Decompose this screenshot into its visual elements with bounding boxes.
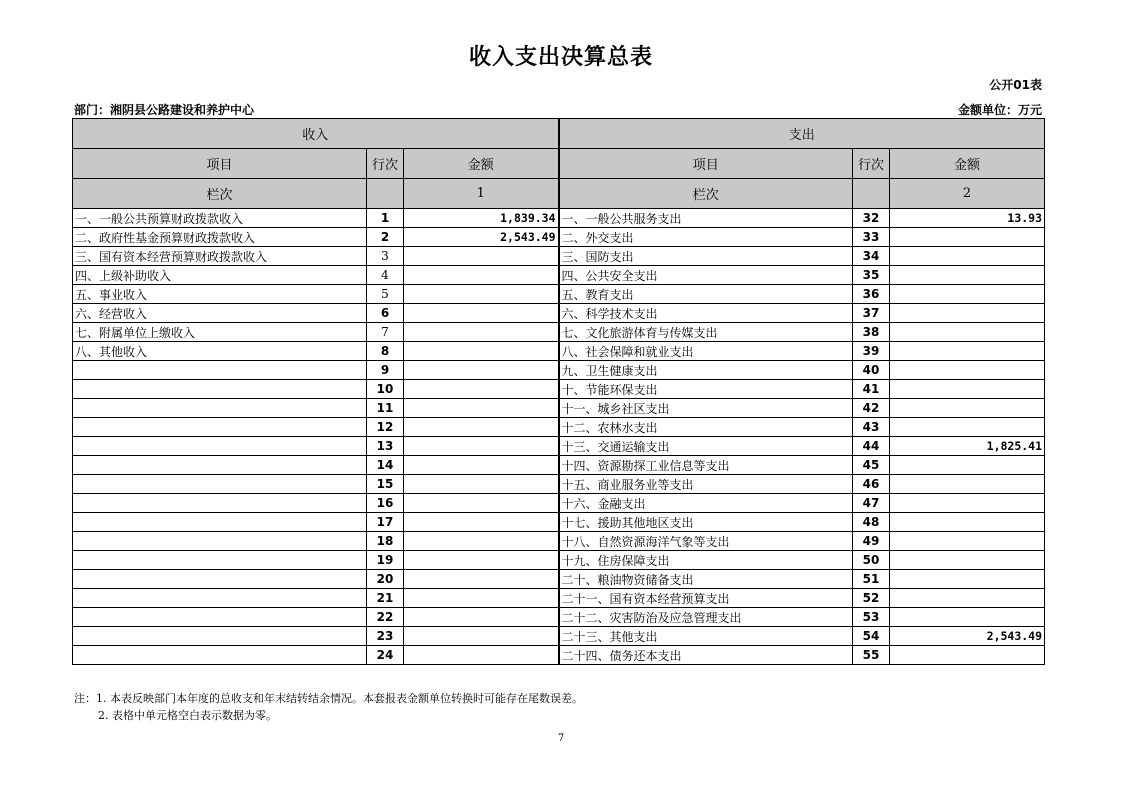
expense-line-no: 36 xyxy=(853,285,890,304)
expense-amount xyxy=(890,570,1045,589)
income-line-no: 3 xyxy=(367,247,404,266)
expense-amount xyxy=(890,266,1045,285)
income-amount xyxy=(404,342,559,361)
table-row xyxy=(73,285,1045,304)
expense-amount xyxy=(890,513,1045,532)
expense-item-header: 项目 xyxy=(559,149,853,179)
income-line-no: 8 xyxy=(367,342,404,361)
note-1: 注：1. 本表反映部门本年度的总收支和年末结转结余情况。本套报表金额单位转换时可能存在尾数误差。 xyxy=(74,692,583,705)
expense-line-no: 32 xyxy=(853,209,890,228)
expense-line-no: 43 xyxy=(853,418,890,437)
income-item: 七、附属单位上缴收入 xyxy=(73,323,367,342)
expense-amount xyxy=(890,285,1045,304)
table-row xyxy=(73,646,1045,665)
income-amount xyxy=(404,627,559,646)
expense-line-no: 52 xyxy=(853,589,890,608)
income-line-no: 2 xyxy=(367,228,404,247)
income-item xyxy=(73,627,367,646)
income-amount: 2,543.49 xyxy=(404,228,559,247)
expense-item: 六、科学技术支出 xyxy=(559,304,853,323)
income-line-no: 13 xyxy=(367,437,404,456)
table-row xyxy=(73,418,1045,437)
expense-amount xyxy=(890,532,1045,551)
report-title: 收入支出决算总表 xyxy=(468,45,653,70)
expense-item: 二十、粮油物资储备支出 xyxy=(559,570,853,589)
expense-amount xyxy=(890,247,1045,266)
expense-column-order-blank xyxy=(853,179,890,209)
header-row-columns xyxy=(73,149,1045,179)
expense-line-no: 38 xyxy=(853,323,890,342)
expense-amount-header: 金额 xyxy=(890,149,1045,179)
expense-item: 十九、住房保障支出 xyxy=(559,551,853,570)
income-line-no: 12 xyxy=(367,418,404,437)
income-column-number: 1 xyxy=(404,179,559,209)
income-line-no: 11 xyxy=(367,399,404,418)
income-item: 六、经营收入 xyxy=(73,304,367,323)
expense-line-no: 33 xyxy=(853,228,890,247)
expense-item: 十七、援助其他地区支出 xyxy=(559,513,853,532)
income-item xyxy=(73,608,367,627)
notes xyxy=(74,690,583,724)
income-item xyxy=(73,361,367,380)
expense-item: 八、社会保障和就业支出 xyxy=(559,342,853,361)
income-item xyxy=(73,456,367,475)
expense-amount xyxy=(890,646,1045,665)
income-line-no: 5 xyxy=(367,285,404,304)
expense-line-no: 42 xyxy=(853,399,890,418)
income-amount xyxy=(404,418,559,437)
income-amount xyxy=(404,399,559,418)
table-row xyxy=(73,437,1045,456)
expense-amount xyxy=(890,361,1045,380)
expense-line-no: 47 xyxy=(853,494,890,513)
table-row xyxy=(73,247,1045,266)
expense-item: 十六、金融支出 xyxy=(559,494,853,513)
table-row xyxy=(73,589,1045,608)
income-item xyxy=(73,399,367,418)
expense-item: 十一、城乡社区支出 xyxy=(559,399,853,418)
income-item: 二、政府性基金预算财政拨款收入 xyxy=(73,228,367,247)
income-item xyxy=(73,475,367,494)
income-section-header: 收入 xyxy=(73,119,559,149)
table-row xyxy=(73,513,1045,532)
expense-item: 七、文化旅游体育与传媒支出 xyxy=(559,323,853,342)
income-amount xyxy=(404,608,559,627)
table-row xyxy=(73,627,1045,646)
expense-item: 十三、交通运输支出 xyxy=(559,437,853,456)
expense-item: 三、国防支出 xyxy=(559,247,853,266)
income-amount xyxy=(404,247,559,266)
income-item-header: 项目 xyxy=(73,149,367,179)
expense-item: 十八、自然资源海洋气象等支出 xyxy=(559,532,853,551)
expense-amount xyxy=(890,475,1045,494)
income-amount xyxy=(404,551,559,570)
expense-item: 十四、资源勘探工业信息等支出 xyxy=(559,456,853,475)
table-row xyxy=(73,456,1045,475)
income-line-no: 18 xyxy=(367,532,404,551)
income-amount xyxy=(404,437,559,456)
expense-amount xyxy=(890,608,1045,627)
table-row xyxy=(73,399,1045,418)
income-item xyxy=(73,494,367,513)
income-amount xyxy=(404,475,559,494)
amount-unit-label: 金额单位：万元 xyxy=(957,103,1042,117)
expense-column-number: 2 xyxy=(890,179,1045,209)
table-row xyxy=(73,266,1045,285)
income-line-no: 15 xyxy=(367,475,404,494)
expense-amount xyxy=(890,494,1045,513)
expense-line-no: 40 xyxy=(853,361,890,380)
income-item xyxy=(73,532,367,551)
expense-amount xyxy=(890,551,1045,570)
expense-line-no: 50 xyxy=(853,551,890,570)
expense-line-no: 41 xyxy=(853,380,890,399)
expense-amount xyxy=(890,304,1045,323)
income-line-no: 24 xyxy=(367,646,404,665)
header-row-column-order xyxy=(73,179,1045,209)
table-row xyxy=(73,551,1045,570)
expense-line-no: 44 xyxy=(853,437,890,456)
note-2: 2. 表格中单元格空白表示数据为零。 xyxy=(98,709,277,722)
income-line-no: 17 xyxy=(367,513,404,532)
expense-line-no: 45 xyxy=(853,456,890,475)
expense-amount xyxy=(890,342,1045,361)
income-line-no: 1 xyxy=(367,209,404,228)
expense-amount xyxy=(890,399,1045,418)
income-line-no: 19 xyxy=(367,551,404,570)
expense-line-no: 46 xyxy=(853,475,890,494)
income-line-no: 23 xyxy=(367,627,404,646)
income-line-no: 7 xyxy=(367,323,404,342)
income-column-order-blank xyxy=(367,179,404,209)
expense-item: 四、公共安全支出 xyxy=(559,266,853,285)
income-item xyxy=(73,551,367,570)
expense-item: 二十二、灾害防治及应急管理支出 xyxy=(559,608,853,627)
expense-amount: 2,543.49 xyxy=(890,627,1045,646)
income-line-no: 22 xyxy=(367,608,404,627)
table-row xyxy=(73,228,1045,247)
income-line-no: 20 xyxy=(367,570,404,589)
expense-amount xyxy=(890,418,1045,437)
department-label: 部门：湘阴县公路建设和养护中心 xyxy=(74,103,255,117)
expense-item: 二十三、其他支出 xyxy=(559,627,853,646)
expense-line-no: 51 xyxy=(853,570,890,589)
expense-amount xyxy=(890,380,1045,399)
expense-item: 二十一、国有资本经营预算支出 xyxy=(559,589,853,608)
income-item xyxy=(73,437,367,456)
table-row xyxy=(73,361,1045,380)
income-line-no: 4 xyxy=(367,266,404,285)
expense-line-no: 34 xyxy=(853,247,890,266)
table-row xyxy=(73,380,1045,399)
table-row xyxy=(73,475,1045,494)
expense-line-no: 53 xyxy=(853,608,890,627)
expense-amount: 1,825.41 xyxy=(890,437,1045,456)
expense-amount xyxy=(890,228,1045,247)
expense-amount xyxy=(890,589,1045,608)
income-item xyxy=(73,646,367,665)
income-line-header: 行次 xyxy=(367,149,404,179)
table-row xyxy=(73,209,1045,228)
income-amount xyxy=(404,513,559,532)
table-row xyxy=(73,608,1045,627)
expense-amount: 13.93 xyxy=(890,209,1045,228)
expense-line-no: 35 xyxy=(853,266,890,285)
expense-line-no: 49 xyxy=(853,532,890,551)
expense-line-no: 48 xyxy=(853,513,890,532)
table-row xyxy=(73,304,1045,323)
income-amount xyxy=(404,323,559,342)
expense-line-no: 54 xyxy=(853,627,890,646)
expense-item: 二十四、债务还本支出 xyxy=(559,646,853,665)
income-line-no: 14 xyxy=(367,456,404,475)
income-amount: 1,839.34 xyxy=(404,209,559,228)
page-number: 7 xyxy=(557,733,565,744)
income-line-no: 9 xyxy=(367,361,404,380)
expense-item: 十五、商业服务业等支出 xyxy=(559,475,853,494)
income-item xyxy=(73,513,367,532)
income-amount-header: 金额 xyxy=(404,149,559,179)
income-amount xyxy=(404,589,559,608)
income-column-order-label: 栏次 xyxy=(73,179,367,209)
income-line-no: 21 xyxy=(367,589,404,608)
income-item: 三、国有资本经营预算财政拨款收入 xyxy=(73,247,367,266)
header-row-sections xyxy=(73,119,1045,149)
income-item xyxy=(73,570,367,589)
income-amount xyxy=(404,361,559,380)
income-amount xyxy=(404,266,559,285)
expense-amount xyxy=(890,323,1045,342)
table-row xyxy=(73,323,1045,342)
income-amount xyxy=(404,532,559,551)
income-amount xyxy=(404,456,559,475)
expense-item: 一、一般公共服务支出 xyxy=(559,209,853,228)
table-row xyxy=(73,532,1045,551)
income-item: 八、其他收入 xyxy=(73,342,367,361)
income-item xyxy=(73,380,367,399)
expense-item: 二、外交支出 xyxy=(559,228,853,247)
expense-amount xyxy=(890,456,1045,475)
table-row xyxy=(73,342,1045,361)
income-amount xyxy=(404,285,559,304)
income-line-no: 16 xyxy=(367,494,404,513)
income-expense-table xyxy=(72,118,1045,665)
income-amount xyxy=(404,494,559,513)
expense-item: 九、卫生健康支出 xyxy=(559,361,853,380)
income-line-no: 10 xyxy=(367,380,404,399)
income-amount xyxy=(404,380,559,399)
expense-section-header: 支出 xyxy=(559,119,1045,149)
expense-line-no: 39 xyxy=(853,342,890,361)
income-amount xyxy=(404,646,559,665)
table-row xyxy=(73,570,1045,589)
expense-line-header: 行次 xyxy=(853,149,890,179)
expense-line-no: 37 xyxy=(853,304,890,323)
income-amount xyxy=(404,304,559,323)
expense-line-no: 55 xyxy=(853,646,890,665)
expense-column-order-label: 栏次 xyxy=(559,179,853,209)
form-code: 公开01表 xyxy=(989,78,1042,92)
income-amount xyxy=(404,570,559,589)
income-item: 四、上级补助收入 xyxy=(73,266,367,285)
expense-item: 十二、农林水支出 xyxy=(559,418,853,437)
income-line-no: 6 xyxy=(367,304,404,323)
expense-item: 五、教育支出 xyxy=(559,285,853,304)
expense-item: 十、节能环保支出 xyxy=(559,380,853,399)
income-item xyxy=(73,589,367,608)
income-item: 五、事业收入 xyxy=(73,285,367,304)
income-item: 一、一般公共预算财政拨款收入 xyxy=(73,209,367,228)
table-row xyxy=(73,494,1045,513)
income-item xyxy=(73,418,367,437)
